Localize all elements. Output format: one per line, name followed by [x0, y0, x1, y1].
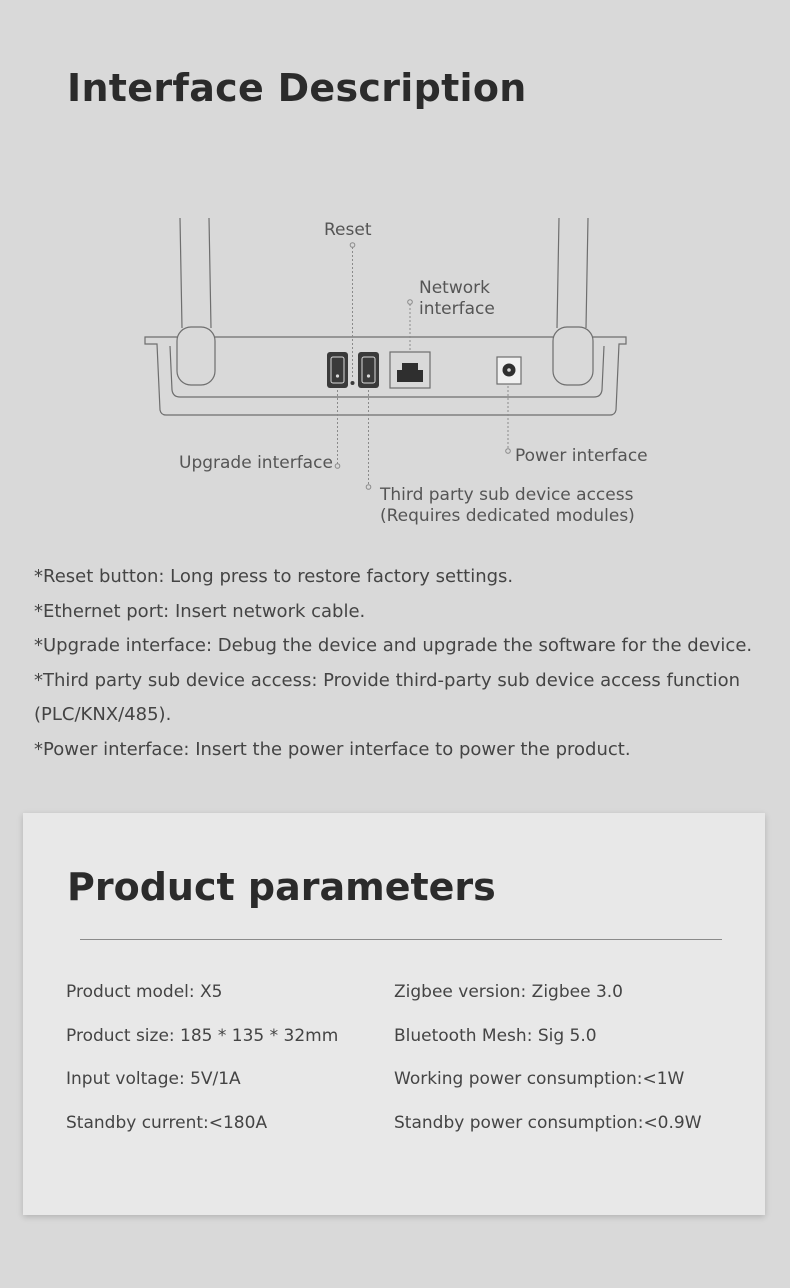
note-upgrade: *Upgrade interface: Debug the device and upgrade the software for the device.	[34, 635, 753, 657]
note-third-party-protocols: (PLC/KNX/485).	[34, 704, 172, 726]
param-standby-current: Standby current:<180A	[66, 1113, 268, 1133]
third-party-label-line2: (Requires dedicated modules)	[380, 506, 635, 526]
network-label-line2: interface	[419, 299, 495, 319]
power-port-icon	[497, 357, 521, 384]
left-antenna-stem	[180, 218, 211, 328]
page-title: Interface Description	[67, 66, 527, 110]
note-ethernet: *Ethernet port: Insert network cable.	[34, 600, 366, 622]
interface-notes	[34, 560, 764, 768]
param-input-voltage: Input voltage: 5V/1A	[66, 1069, 241, 1089]
upgrade-port-icon	[327, 352, 348, 388]
third-party-port-icon	[358, 352, 379, 388]
reset-label: Reset	[324, 220, 372, 240]
params-divider	[80, 939, 722, 940]
param-bluetooth-mesh: Bluetooth Mesh: Sig 5.0	[394, 1026, 597, 1046]
param-product-model: Product model: X5	[66, 982, 223, 1002]
ethernet-port-icon	[390, 352, 430, 388]
device-diagram	[0, 200, 790, 540]
network-label-line1: Network	[419, 278, 490, 298]
third-party-label-line1: Third party sub device access	[380, 485, 634, 505]
upgrade-label: Upgrade interface	[179, 453, 333, 473]
left-antenna-base	[177, 327, 215, 385]
params-title: Product parameters	[67, 865, 496, 909]
right-antenna-base	[553, 327, 593, 385]
param-working-power: Working power consumption:<1W	[394, 1069, 685, 1089]
param-product-size: Product size: 185 * 135 * 32mm	[66, 1026, 339, 1046]
note-power: *Power interface: Insert the power interface to power the product.	[34, 738, 631, 760]
reset-hole-icon	[351, 381, 355, 385]
right-antenna-stem	[557, 218, 588, 328]
param-standby-power: Standby power consumption:<0.9W	[394, 1113, 702, 1133]
product-parameters-card	[23, 813, 765, 1215]
note-reset: *Reset button: Long press to restore factory settings.	[34, 566, 514, 587]
power-label: Power interface	[515, 446, 648, 466]
param-zigbee-version: Zigbee version: Zigbee 3.0	[394, 982, 623, 1002]
note-third-party: *Third party sub device access: Provide third-party sub device access function	[34, 669, 741, 691]
device-inner-edge	[170, 346, 604, 397]
